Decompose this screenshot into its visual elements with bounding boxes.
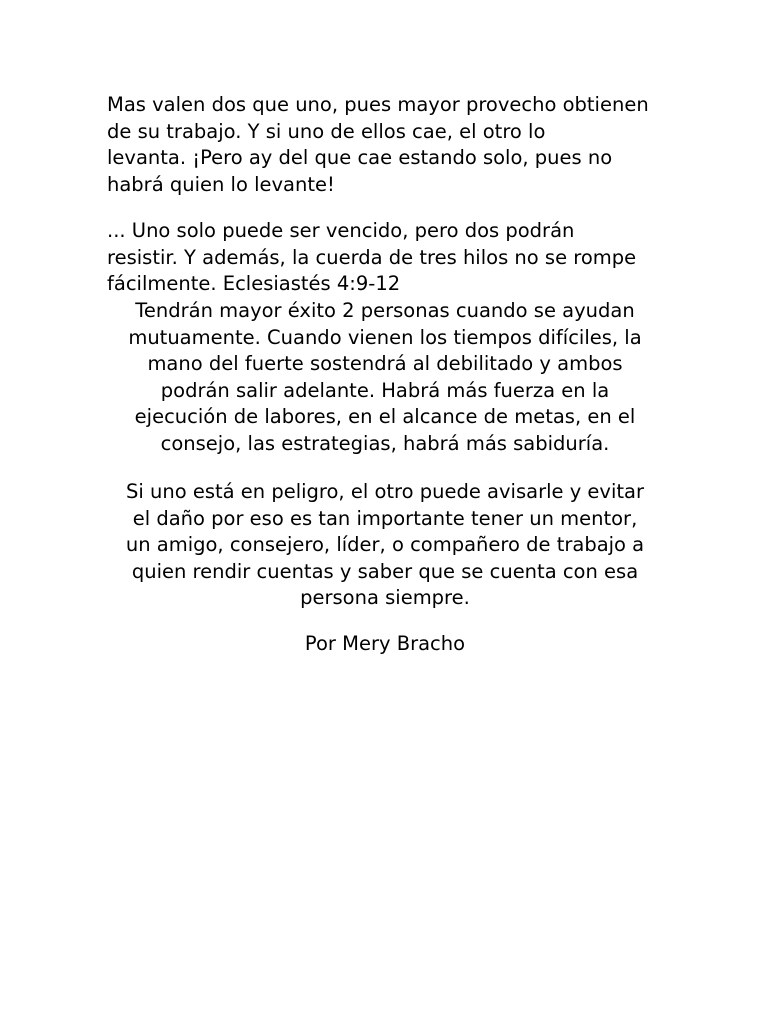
author-signature: Por Mery Bracho [304, 632, 466, 655]
paragraph-scripture-1: Mas valen dos que uno, pues mayor provecho obtienen de su trabajo. Y si uno de ellos cae, el otro lo levanta. ¡Pero ay del que cae estando solo, pues no habrá quien lo levante! [107, 93, 649, 196]
paragraph-reflection-2: Si uno está en peligro, el otro puede avisarle y evitar el daño por eso es tan importante tener un mentor, un amigo, consejero, líder, o compañero de trabajo a quien rendir cuentas y saber que se cuenta con esa persona siempre. [125, 480, 645, 609]
paragraph-reflection-1: Tendrán mayor éxito 2 personas cuando se ayudan mutuamente. Cuando vienen los tiempos difíciles, la mano del fuerte sostendrá al debilitado y ambos podrán salir adelante. Habrá más fuerza en la ejecución de labores, en el alcance de metas, en el consejo, las estrategias, habrá más sabiduría. [128, 299, 642, 455]
paragraph-scripture-2: ... Uno solo puede ser vencido, pero dos podrán resistir. Y además, la cuerda de tres hilos no se rompe fácilmente. Eclesiastés 4:9-12 [107, 219, 637, 295]
